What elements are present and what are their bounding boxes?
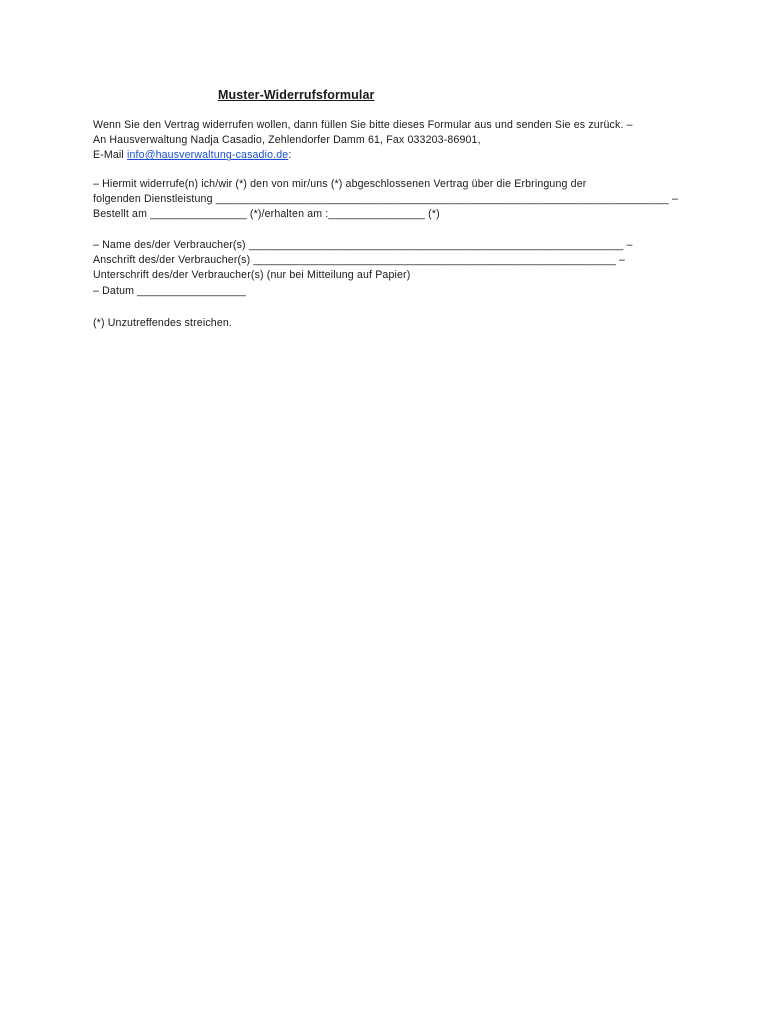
intro-email-line [93,148,693,163]
date-line: – Datum __________________ [93,284,246,297]
withdrawal-line-1: – Hiermit widerrufe(n) ich/wir (*) den von mir/uns (*) abgeschlossenen Vertrag über die Erbringung der [93,178,587,190]
email-suffix: : [288,149,292,162]
intro-line-1: Wenn Sie den Vertrag widerrufen wollen, dann füllen Sie bitte dieses Formular aus und senden Sie es zurück. – [93,119,633,131]
consumer-name-line: – Name des/der Verbraucher(s) ______________________________________________________________ – [93,239,633,251]
withdrawal-paragraph [93,177,693,223]
email-prefix: E-Mail [93,149,128,162]
consumer-address-line: Anschrift des/der Verbraucher(s) ____________________________________________________________ – [93,254,626,267]
order-date-line: Bestellt am ________________ (*)/erhalten am :________________ (*) [93,208,440,221]
intro-line-2: An Hausverwaltung Nadja Casadio, Zehlendorfer Damm 61, Fax 033203-86901, [93,134,481,147]
consumer-paragraph [93,238,693,299]
document-title: Muster-Widerrufsformular [218,88,375,102]
service-field-line: folgenden Dienstleistung ___________________________________________________________________________ – [93,193,678,206]
intro-paragraph [93,118,693,164]
footnote: (*) Unzutreffendes streichen. [93,317,232,329]
email-link[interactable]: info@hausverwaltung-casadio.de [127,149,289,162]
consumer-signature-line: Unterschrift des/der Verbraucher(s) (nur bei Mitteilung auf Papier) [93,269,411,282]
